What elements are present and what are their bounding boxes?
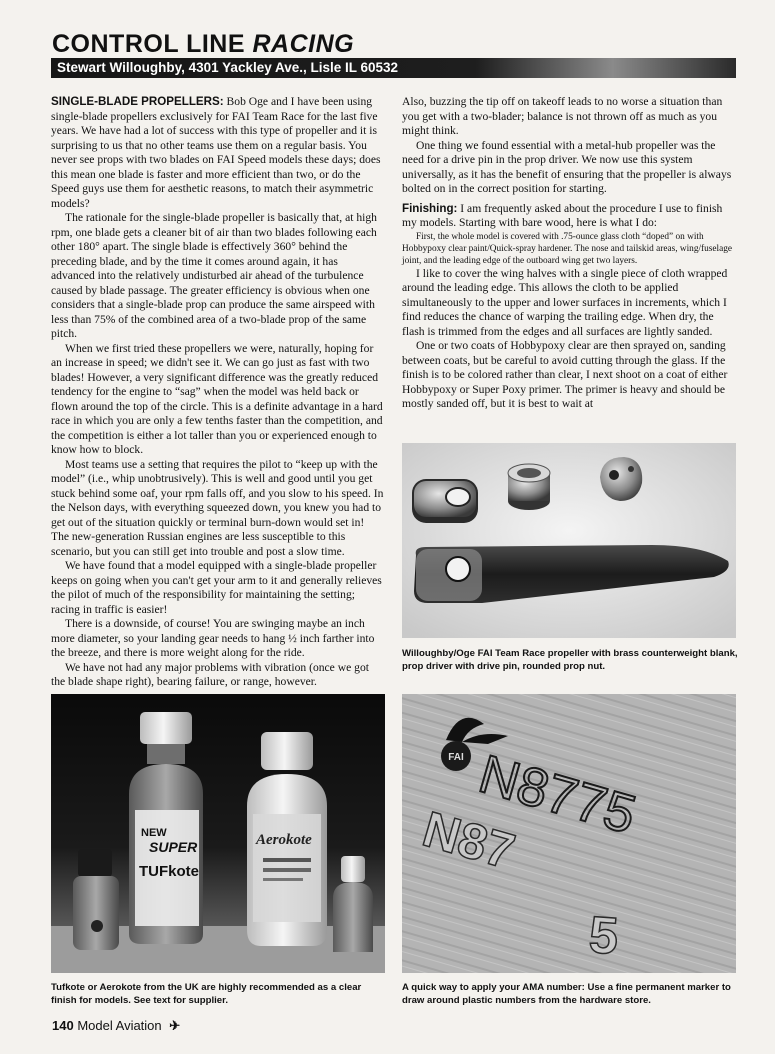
left-column <box>51 95 384 688</box>
bottles-caption: Tufkote or Aerokote from the UK are highly recommended as a clear finish for models. See text for supplier. <box>51 982 362 1006</box>
label-new: NEW <box>141 827 167 839</box>
right-column <box>402 95 736 430</box>
fai-text: FAI <box>448 752 464 763</box>
right-paragraph-5: I like to cover the wing halves with a single piece of cloth wrapped around the leading edge. This allows the cloth to be applied simultaneously to the upper and lower surfaces in increments, which I find reduces the chance of warping the trailing edge. When dry, the flash is trimmed from the edges and all surfaces are lightly sanded. <box>402 266 728 338</box>
left-paragraph-1: SINGLE-BLADE PROPELLERS: Bob Oge and I have been using single-blade propellers exclusively for FAI Team Race for the last five years. We have had a lot of success with this type of propeller and it is surprising to us that no other teams use them on a regular basis. You never see props with two blades on FAI Speed models these days; does this mean one blade is faster and more efficient than two, or do the Speed guys use them for aesthetic reasons, to match their asymmetric models? <box>51 95 381 210</box>
title-main: CONTROL LINE <box>52 30 253 58</box>
right-paragraph-6: One or two coats of Hobbypoxy clear are then sprayed on, sanding between coats, but be careful to avoid cutting through the glass. If the finish is to be colored rather than clear, I next shoot on a coat of either Hobbypoxy or Super Poxy primer. The primer is heavy and should be mostly sanded off, but it is best to wait at <box>402 339 728 410</box>
right-paragraph-2: One thing we found essential with a metal-hub propeller was the need for a drive pin in the prop driver. We now use this system universally, as it has the benefit of ensuring that the propeller is always bolted on in the correct position for starting. <box>402 138 732 195</box>
page-number: 140 <box>52 1018 74 1033</box>
label-tufkote: TUFkote <box>139 863 199 880</box>
author-byline: Stewart Willoughby, 4301 Yackley Ave., Lisle IL 60532 <box>51 58 736 78</box>
left-paragraph-7: We have not had any major problems with vibration (once we got the blade shape right), bearing failure, or range, however. <box>51 660 369 688</box>
number-row-2: N87 <box>416 800 521 880</box>
left-paragraph-5: We have found that a model equipped with a single-blade propeller keeps on going when you can't get your arm to it and generally relieves the pilot of much of the responsibility for maintaining the setting; racing in traffic is easier! <box>51 559 382 616</box>
propeller-caption: Willoughby/Oge FAI Team Race propeller with brass counterweight blank, prop driver with drive pin, rounded prop nut. <box>402 648 738 672</box>
label-super: SUPER <box>149 839 198 855</box>
airplane-icon: ✈ <box>169 1018 181 1033</box>
number-row-1: N8775 <box>472 743 643 846</box>
left-paragraph-3: When we first tried these propellers we were, naturally, hoping for an increase in speed; we didn't see it. We can go just as fast with two blades! However, a very significant difference was the greatly reduced tendency for the engine to “sag” when the model was held back or flown around the top of the circle. This is a definite advantage in a hard race in which you are only a few tenths faster than the competition, and the competition is either a lot taller than you or experienced enough to know how to block. <box>51 341 383 456</box>
right-paragraph-1: Also, buzzing the tip off on takeoff leads to no worse a situation than you get with a two-blader; balance is not thrown off as much as you might think. <box>402 95 723 137</box>
magazine-name: Model Aviation <box>77 1018 162 1033</box>
right-paragraph-4: First, the whole model is covered with .75-ounce glass cloth “doped” on with Hobbypoxy clear paint/Quick-spray hardener. The nose and tailskid areas, wing/fuselage joint, and the leading edge of the outboard wing get two layers. <box>402 231 733 266</box>
numbers-caption: A quick way to apply your AMA number: Use a fine permanent marker to draw around plastic numbers from the hardware store. <box>402 982 731 1006</box>
section-heading-propellers: SINGLE-BLADE PROPELLERS: <box>51 95 224 108</box>
finish-bottles-photo <box>51 694 385 973</box>
ama-numbers-photo <box>402 694 736 973</box>
page-title <box>52 30 354 59</box>
prop-driver <box>508 464 550 510</box>
title-italic: RACING <box>252 30 355 58</box>
left-paragraph-6: There is a downside, of course! You are swinging maybe an inch more diameter, so your landing gear needs to hang ½ inch farther into the breeze, and there is more weight along for the ride. <box>51 617 375 659</box>
section-heading-finishing: Finishing: <box>402 201 458 215</box>
number-row-3: 5 <box>587 906 621 966</box>
propeller-photo <box>402 443 736 638</box>
right-paragraph-3: Finishing: I am frequently asked about the procedure I use to finish my models. Starting with bare wood, here is what I do: <box>402 201 723 229</box>
left-paragraph-4: Most teams use a setting that requires the pilot to “keep up with the model” (i.e., whip unobtrusively). This is well and good until you get stuck behind some oaf, your rpm falls off, and you slow to his speed. In the Nelson days, with everything squeezed down, you knew you had to get out of the situation quickly or terminal burn-down would set in! The new-generation Russian engines are less susceptible to this scenario, but you can still get into trouble and post a slow time. <box>51 457 384 558</box>
page-footer <box>52 1018 180 1034</box>
label-aerokote: Aerokote <box>256 832 312 848</box>
left-paragraph-2: The rationale for the single-blade propeller is basically that, at high rpm, one blade gets a cleaner bit of air than two blades following each other 180° apart. The single blade is effectively 360° behind the preceding blade, and by the time it comes around again, it has advanced into the relatively undisturbed air ahead of the turbulence caused by blade passage. The greater efficiency is obvious when one considers that a single-blade prop can produce the same airspeed with less than 75% of the combined area of a two-blade prop of the same pitch. <box>51 211 377 340</box>
counterweight-blank <box>412 479 478 523</box>
